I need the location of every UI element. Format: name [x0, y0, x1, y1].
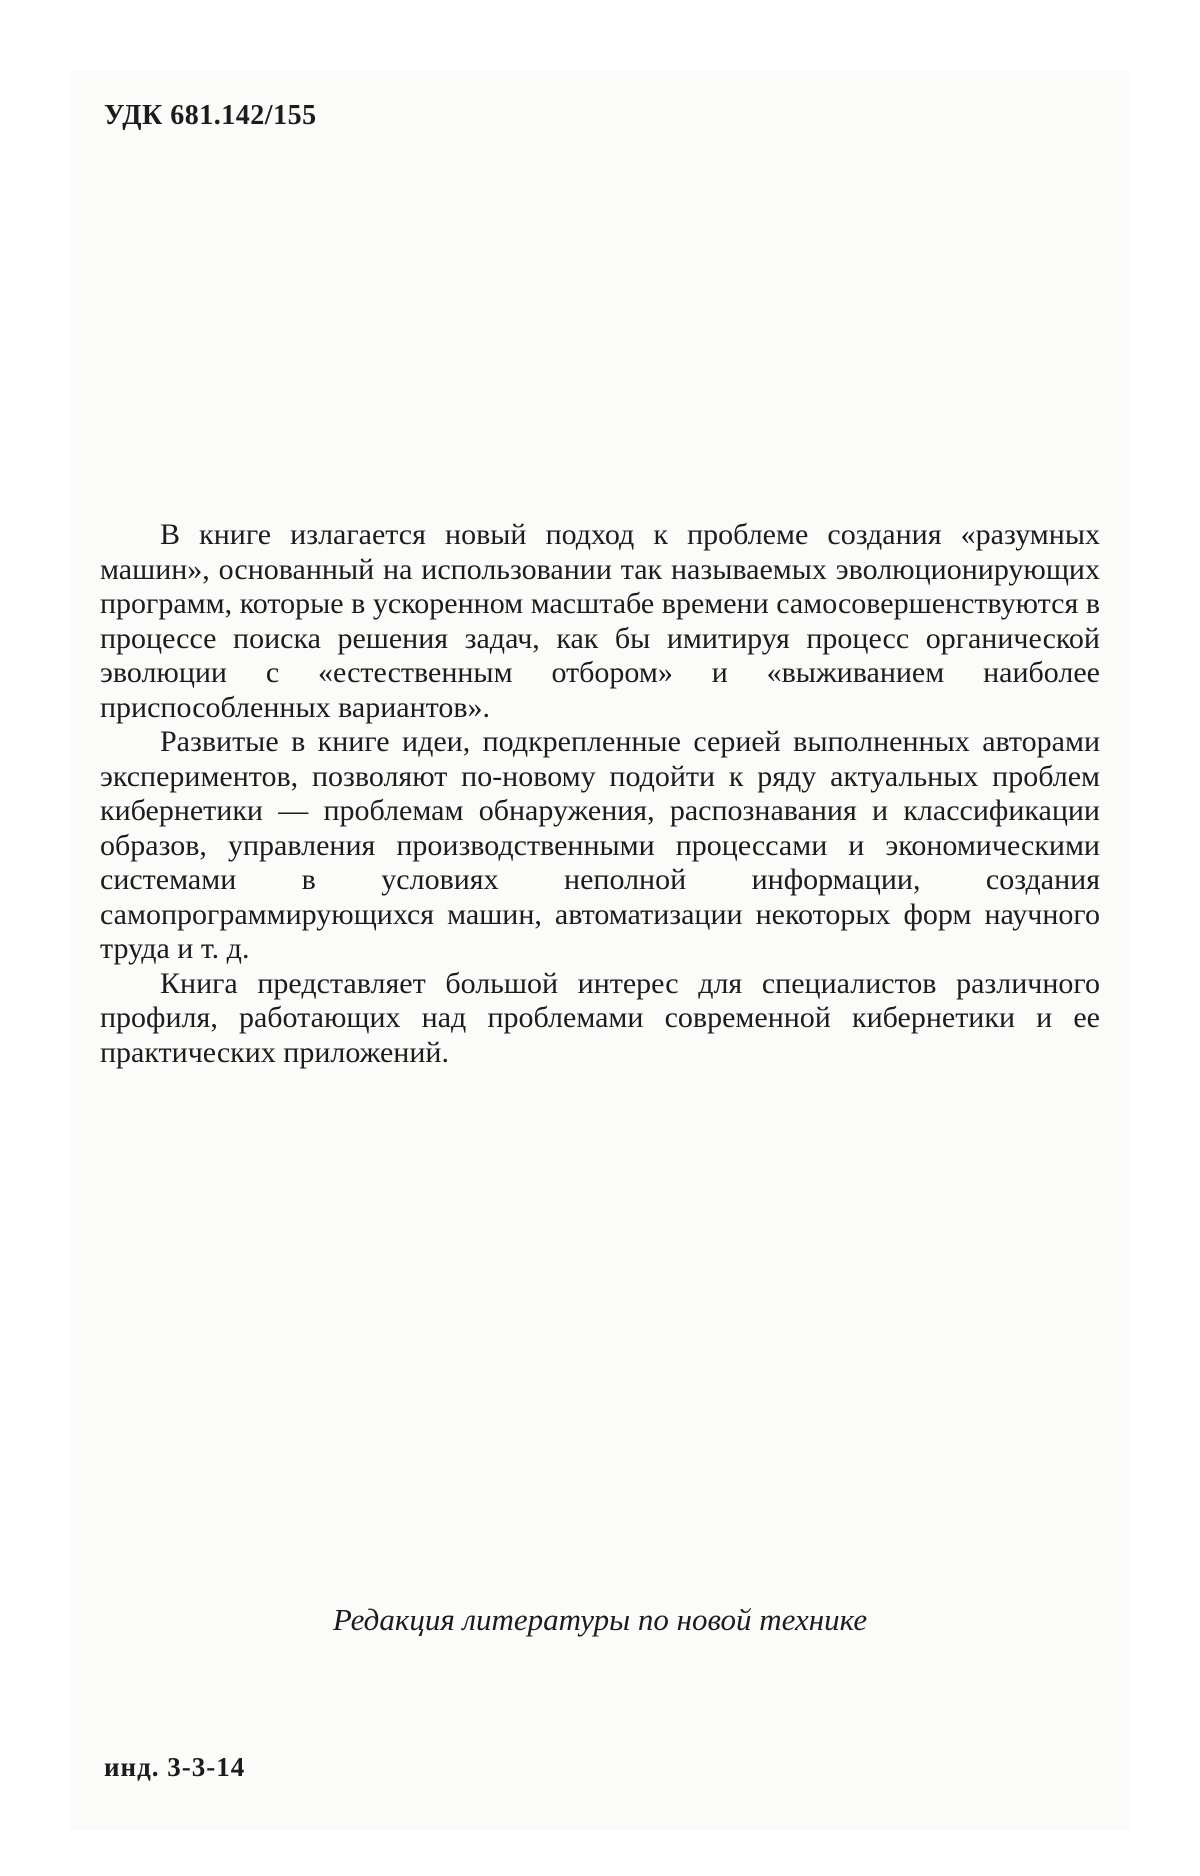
editorial-line: Редакция литературы по новой технике: [332, 1602, 868, 1637]
annotation-paragraph-2: Развитые в книге идеи, подкрепленные серией выполненных авторами экспериментов, позволяют по-новому подойти к ряду актуальных проблем кибернетики — проблемам обнаружения, распознавания и классификации образов, управления производственными процессами и экономическими системами в условиях неполной информации, создания самопрограммирующихся машин, автоматизации некоторых форм научного труда и т. д.: [100, 725, 1100, 965]
index-code: инд. 3-3-14: [104, 1752, 246, 1782]
annotation: [100, 518, 1100, 1070]
annotation-paragraph-3: Книга представляет большой интерес для специалистов различного профиля, работающих над проблемами современной кибернетики и ее практических приложений.: [100, 966, 1100, 1069]
annotation-paragraph-1: В книге излагается новый подход к проблеме создания «разумных машин», основанный на использовании так называемых эволюционирующих программ, которые в ускоренном масштабе времени самосовершенствуются в процессе поиска решения задач, как бы имитируя процесс органической эволюции с «естественным отбором» и «выживанием наиболее приспособленных вариантов».: [100, 518, 1100, 724]
udc-code: УДК 681.142/155: [104, 100, 317, 131]
